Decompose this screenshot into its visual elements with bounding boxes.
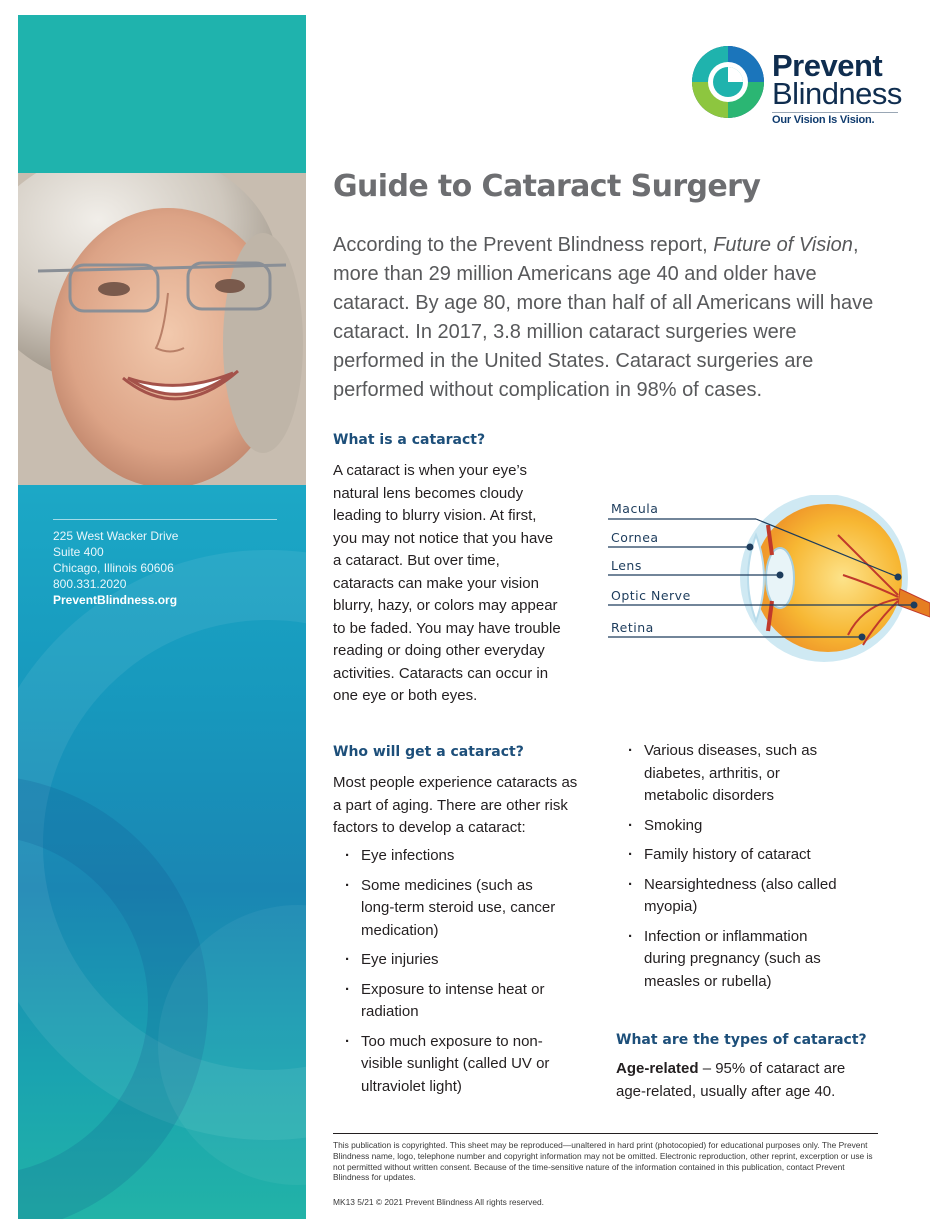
intro-text-start: According to the Prevent Blindness report, — [333, 234, 714, 256]
who-heading: Who will get a cataract? — [333, 744, 524, 760]
list-item: · Various diseases, such as diabetes, arthritis, or metabolic disorders — [616, 740, 848, 808]
list-item: · Eye infections — [333, 845, 563, 868]
list-item: · Some medicines (such as long-term steroid use, cancer medication) — [333, 875, 563, 943]
address-city: Chicago, Illinois 60606 — [53, 561, 174, 575]
risk-list-right — [616, 740, 848, 1000]
what-is-text: A cataract is when your eye’s natural lens becomes cloudy leading to blurry vision. At first, you may not notice that you have a cataract. But over time, cataracts can make your vision blurry, hazy, or colors may appear to be faded. You may have trouble reading or doing other everyday activities. Cataracts can occur in one eye or both eyes. — [333, 462, 561, 704]
intro-text-end: , more than 29 million Americans age 40 and older have cataract. By age 80, more than half of all Americans will have cataract. In 2017, 3.8 million cataract surgeries were performed in the United States. Cataract surgeries are performed without complication in 98% of cases. — [333, 234, 874, 401]
logo-divider — [772, 112, 898, 113]
logo-wordmark-line2: Blindness — [772, 76, 902, 111]
risk-list-left — [333, 845, 563, 1105]
intro-paragraph — [333, 231, 878, 405]
woman-photo — [18, 173, 306, 485]
list-item: · Too much exposure to non-visible sunlight (called UV or ultraviolet light) — [333, 1031, 563, 1099]
report-title: Future of Vision — [713, 234, 853, 256]
types-age-related — [616, 1058, 878, 1103]
logo-wordmark-line1: Prevent — [772, 48, 883, 83]
page-title: Guide to Cataract Surgery — [333, 169, 761, 204]
types-heading: What are the types of cataract? — [616, 1032, 867, 1048]
eye-anatomy-diagram — [608, 495, 930, 665]
sidebar-contact-panel — [18, 485, 306, 1219]
address-block — [53, 528, 178, 608]
label-macula: Macula — [611, 501, 659, 516]
list-item: · Smoking — [616, 815, 848, 838]
document-code: MK13 5/21 © 2021 Prevent Blindness All rights reserved. — [333, 1197, 545, 1207]
address-divider — [53, 519, 277, 520]
website-link[interactable]: PreventBlindness.org — [53, 593, 178, 607]
sidebar — [18, 15, 306, 1219]
address-suite: Suite 400 — [53, 545, 104, 559]
age-related-text: – 95% of cataract are age-related, usually after age 40. — [616, 1060, 846, 1100]
logo-eye-icon — [690, 44, 766, 120]
who-text: Most people experience cataracts as a part of aging. There are other risk factors to develop a cataract: — [333, 774, 578, 836]
age-related-label: Age-related — [616, 1060, 699, 1077]
portrait-illustration — [18, 173, 306, 485]
label-optic-nerve: Optic Nerve — [611, 588, 691, 603]
label-lens: Lens — [611, 558, 642, 573]
address-street: 225 West Wacker Drive — [53, 529, 179, 543]
label-retina: Retina — [611, 620, 654, 635]
list-item: · Family history of cataract — [616, 844, 848, 867]
phone-number: 800.331.2020 — [53, 577, 127, 591]
sidebar-teal-band — [18, 15, 306, 173]
logo-tagline: Our Vision Is Vision. — [772, 114, 875, 126]
list-item: · Exposure to intense heat or radiation — [333, 979, 563, 1024]
copyright-notice: This publication is copyrighted. This sheet may be reproduced—unaltered in hard print (photocopied) for educational purposes only. The Prevent Blindness name, logo, telephone number and copyright information may not be omitted. Electronic reproduction, other reprint, excerption or use is not permitted without written consent. Because of the time-sensitive nature of the information contained in this publication, contact Prevent Blindness for updates. — [333, 1140, 873, 1183]
list-item: · Infection or inflammation during pregnancy (such as measles or rubella) — [616, 926, 848, 994]
footer-divider — [333, 1133, 878, 1134]
label-cornea: Cornea — [611, 530, 659, 545]
prevent-blindness-logo — [690, 42, 900, 128]
what-is-heading: What is a cataract? — [333, 432, 486, 448]
list-item: · Nearsightedness (also called myopia) — [616, 874, 848, 919]
list-item: · Eye injuries — [333, 949, 563, 972]
